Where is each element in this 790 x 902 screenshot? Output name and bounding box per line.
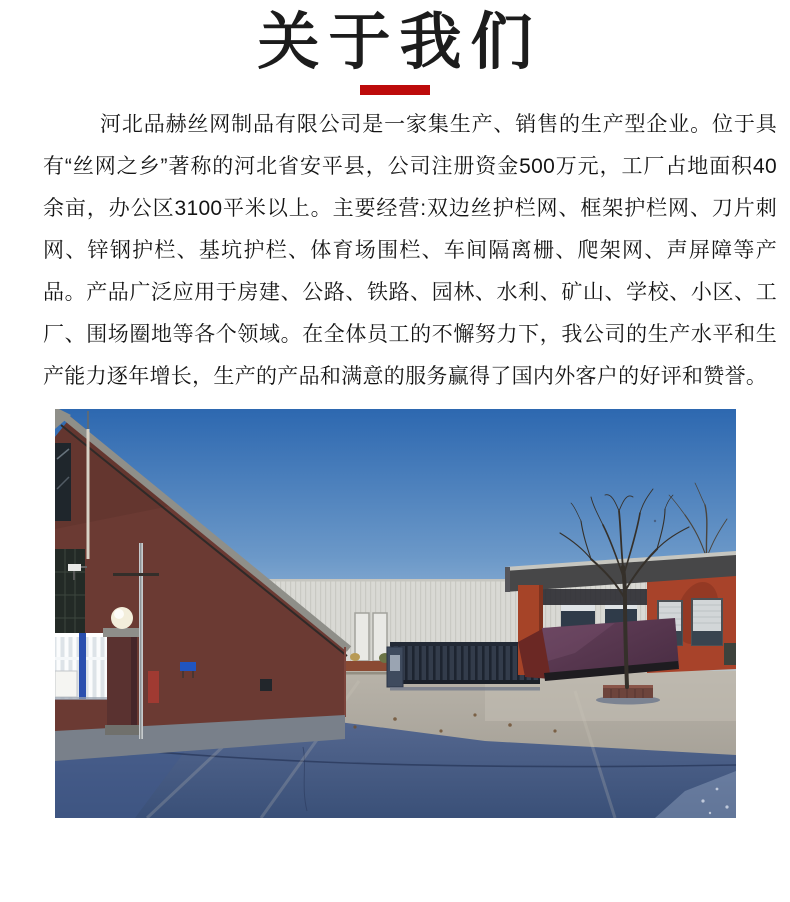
about-paragraph: 河北品赫丝网制品有限公司是一家集生产、销售的生产型企业。位于具有“丝网之乡”著称的河北省安平县，公司注册资金500万元，工厂占地面积40余亩，办公区3100平米以上。主要经营:双边丝护栏网、框架护栏网、刀片刺网、锌钢护栏、基坑护栏、体育场围栏、车间隔离栅、爬架网、声屏障等产品。产品广泛应用于房建、公路、铁路、园林、水利、矿山、学校、小区、工厂、围场圈地等各个领域。在全体员工的不懈努力下，我公司的生产水平和生产能力逐年增长，生产的产品和满意的服务赢得了国内外客户的好评和赞誉。 bbox=[43, 113, 777, 388]
fire-hydrant-box bbox=[148, 671, 159, 703]
title-underline bbox=[360, 85, 430, 95]
bird-speck bbox=[653, 520, 655, 522]
retractable-gate bbox=[387, 642, 540, 691]
yard-object bbox=[260, 679, 272, 691]
factory-yard-photo-svg bbox=[55, 409, 736, 818]
about-title: 关于我们 bbox=[257, 8, 542, 77]
factory-photo bbox=[55, 409, 736, 818]
